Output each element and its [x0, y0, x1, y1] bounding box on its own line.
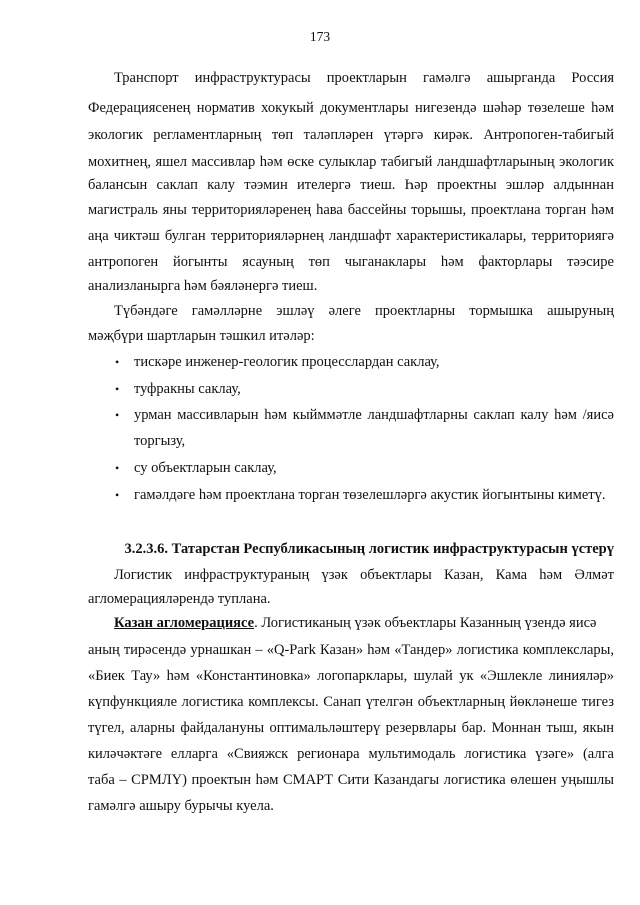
- text-line: [114, 614, 614, 632]
- list-item-text: туфракны саклау,: [134, 381, 241, 397]
- text-line: киләчәктәге елларга «Свияжск регионара мультимодаль логистика үзәге» (алга: [88, 746, 614, 762]
- bullet-icon: •: [115, 488, 120, 502]
- bullet-icon: •: [115, 408, 120, 422]
- text-line: мәҗбүри шартларын тәшкил итәләр:: [88, 328, 315, 344]
- list-item-text: торгызу,: [134, 433, 186, 449]
- text-line: гамәлгә ашыру бурычы куела.: [88, 798, 274, 814]
- text-line: түгел, аларны файдалануны оптимальләштерү резервлары бар. Моннан тыш, якын: [88, 720, 614, 736]
- list-item-text: урман массивларын һәм кыйммәтле ландшафтларны саклап калу һәм /яисә: [134, 407, 614, 423]
- text-line: анализланырга һәм бәяләнергә тиеш.: [88, 278, 318, 294]
- text-line: аңа чиктәш булган территорияләрнең ландшафт характеристикалары, территориягә: [88, 228, 614, 244]
- text-line: Логистик инфраструктураның үзәк объектлары Казан, Кама һәм Әлмәт: [114, 567, 614, 583]
- bullet-icon: •: [115, 382, 120, 396]
- text-line: Транспорт инфраструктурасы проектларын гамәлгә ашырганда Россия: [114, 70, 614, 86]
- text-line: аның тирәсендә урнашкан – «Q-Park Казан» һәм «Тандер» логистика комплекслары,: [88, 642, 614, 658]
- text-line: Түбәндәге гамәлләрне эшләү әлеге проектларны тормышка ашыруның: [114, 303, 614, 319]
- text-line: экологик регламентларның төп таләпләрен үтәргә кирәк. Антропоген-табигый: [88, 127, 614, 143]
- list-item-text: гамәлдәге һәм проектлана торган төзелешләргә акустик йогынтыны киметү.: [134, 487, 606, 503]
- text-line: мохитнең, яшел массивлар һәм өске сулыклар табигый ландшафтларының экологик: [88, 154, 614, 170]
- text-line: балансын саклап калу тәэмин ителергә тиеш. Һәр проектны эшләр алдыннан: [88, 177, 614, 193]
- text-line: Федерациясенең норматив хокукый документлары нигезендә шәһәр төзелеше һәм: [88, 100, 614, 116]
- section-heading: 3.2.3.6. Татарстан Республикасының логистик инфраструктурасын үстерү: [124, 541, 614, 557]
- paragraph-lead-rest: . Логистиканың үзәк объектлары Казанның үзендә яисә: [254, 615, 597, 631]
- list-item-text: тискәре инженер-геологик процесслардан саклау,: [134, 354, 440, 370]
- text-line: күпфункцияле логистика комплексы. Санап үтелгән объектларның йөкләнеше тигез: [88, 694, 614, 710]
- text-line: антропоген йогынты ясауның төп чыганаклары һәм факторлары тәэсире: [88, 254, 614, 270]
- bullet-icon: •: [115, 461, 120, 475]
- list-item-text: су объектларын саклау,: [134, 460, 277, 476]
- page-number: 173: [309, 29, 331, 44]
- bullet-icon: •: [115, 355, 120, 369]
- text-line: «Биек Тау» һәм «Константиновка» логопарклары, шулай ук «Эшлекле линияләр»: [88, 668, 614, 684]
- text-line: магистраль яны территорияләренең һава бассейны торышы, проектлана торган һәм: [88, 202, 614, 218]
- text-line: агломерацияләрендә тупланa.: [88, 591, 271, 607]
- paragraph-lead: Казан агломерациясе: [114, 615, 255, 631]
- text-line: таба – СРМЛҮ) проектын һәм СМАРТ Сити Казандагы логистика өлешен уңышлы: [88, 772, 614, 788]
